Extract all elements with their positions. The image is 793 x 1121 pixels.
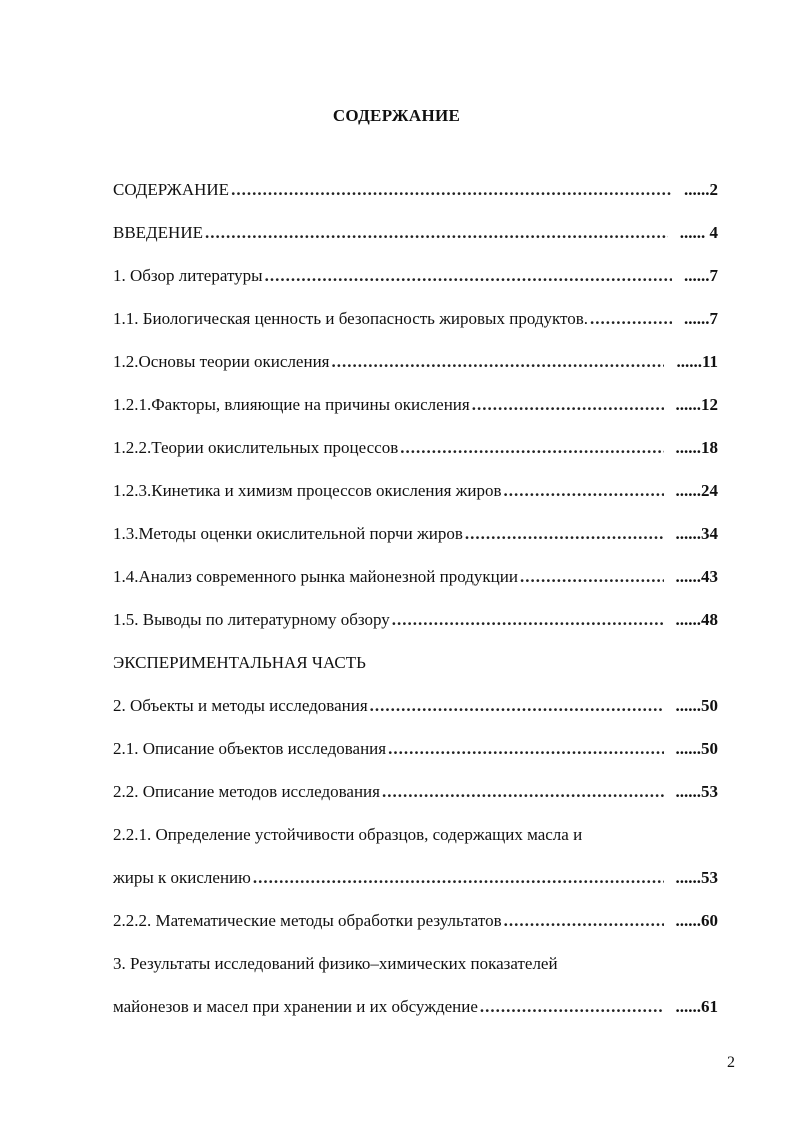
- toc-entry-label: 2.2.2. Математические методы обработки результатов: [113, 910, 502, 930]
- toc-entry-label: 1.5. Выводы по литературному обзору: [113, 609, 390, 629]
- dot-leader: [231, 180, 672, 200]
- page-title: СОДЕРЖАНИЕ: [332, 106, 461, 125]
- toc-entry-label: 2.2.1. Определение устойчивости образцов, содержащих масла и: [113, 824, 583, 844]
- toc-entry-label: майонезов и масел при хранении и их обсуждение: [113, 996, 478, 1016]
- toc-entry-first-line: [113, 813, 718, 856]
- toc-entry-page: ......18: [675, 437, 718, 457]
- toc-entry-label: 1.1. Биологическая ценность и безопасность жировых продуктов.: [113, 308, 589, 328]
- toc-entry-page: ......43: [675, 566, 718, 586]
- toc-entry-page: ......34: [675, 523, 718, 543]
- toc-entry-label: ВВЕДЕНИЕ: [113, 222, 203, 242]
- toc-entry-label: 2.2. Описание методов исследования: [113, 781, 380, 801]
- toc-entry-page: ......11: [676, 351, 718, 371]
- toc-entry-page: ......7: [684, 265, 718, 285]
- toc-entry-label: 1.4.Анализ современного рынка майонезной продукции: [113, 566, 518, 586]
- toc-entry-label: 1.2.1.Факторы, влияющие на причины окисления: [113, 394, 470, 414]
- toc-entry-page: ......53: [675, 781, 718, 801]
- toc-entry-label: 2.1. Описание объектов исследования: [113, 738, 387, 758]
- toc-entry-page: ......48: [675, 609, 718, 629]
- toc-entry-label: 3. Результаты исследований физико–химических показателей: [113, 953, 558, 973]
- dot-leader: [265, 266, 672, 286]
- toc-entry-label: 1. Обзор литературы: [113, 265, 263, 285]
- dot-leader: [472, 395, 664, 415]
- toc-entry-page: ......53: [675, 867, 718, 887]
- toc-entry-page: ......50: [675, 695, 718, 715]
- dot-leader: [388, 739, 663, 759]
- dot-leader: [253, 868, 664, 888]
- toc-entry: [113, 383, 718, 426]
- toc-entry-page: ......2: [684, 179, 718, 199]
- toc-entry: [113, 254, 718, 297]
- toc-entry-label: 1.2.2.Теории окислительных процессов: [113, 437, 399, 457]
- toc-entry-page: ......50: [675, 738, 718, 758]
- toc-entry: [113, 211, 718, 254]
- toc-entry-label: 2. Объекты и методы исследования: [113, 695, 368, 715]
- toc-entry-page: ......7: [684, 308, 718, 328]
- toc-entry: [113, 469, 718, 512]
- toc-entry: [113, 598, 718, 641]
- toc-entry-label: СОДЕРЖАНИЕ: [113, 179, 230, 199]
- toc-entry-label: 1.3.Методы оценки окислительной порчи жиров: [113, 523, 463, 543]
- dot-leader: [370, 696, 664, 716]
- toc-entry-first-line: [113, 942, 718, 985]
- toc-entry: [113, 426, 718, 469]
- dot-leader: [504, 911, 664, 931]
- dot-leader: [590, 309, 672, 329]
- dot-leader: [465, 524, 664, 544]
- toc-entry: [113, 512, 718, 555]
- toc-entry-label: ЭКСПЕРИМЕНТАЛЬНАЯ ЧАСТЬ: [113, 652, 366, 672]
- dot-leader: [331, 352, 664, 372]
- toc-entry: [113, 168, 718, 211]
- toc-entry-label: 1.2.Основы теории окисления: [113, 351, 330, 371]
- dot-leader: [382, 782, 664, 802]
- toc-entry-page: ......12: [675, 394, 718, 414]
- page-number: 2: [727, 1054, 735, 1071]
- toc-entry-page: ...... 4: [679, 222, 718, 242]
- table-of-contents: [113, 168, 718, 1028]
- toc-entry: [113, 555, 718, 598]
- toc-entry: [113, 297, 718, 340]
- dot-leader: [480, 997, 664, 1017]
- toc-entry: [113, 856, 718, 899]
- toc-entry: [113, 727, 718, 770]
- dot-leader: [205, 223, 668, 243]
- toc-entry: [113, 985, 718, 1028]
- toc-entry: [113, 770, 718, 813]
- toc-entry: [113, 899, 718, 942]
- dot-leader: [392, 610, 664, 630]
- toc-entry: [113, 340, 718, 383]
- dot-leader: [504, 481, 664, 501]
- dot-leader: [400, 438, 663, 458]
- toc-entry: [113, 684, 718, 727]
- toc-entry-label: 1.2.3.Кинетика и химизм процессов окисления жиров: [113, 480, 502, 500]
- toc-entry-label: жиры к окислению: [113, 867, 251, 887]
- toc-entry-page: ......61: [675, 996, 718, 1016]
- dot-leader: [520, 567, 664, 587]
- toc-entry-page: ......24: [675, 480, 718, 500]
- toc-entry-page: ......60: [675, 910, 718, 930]
- toc-section-heading: [113, 641, 718, 684]
